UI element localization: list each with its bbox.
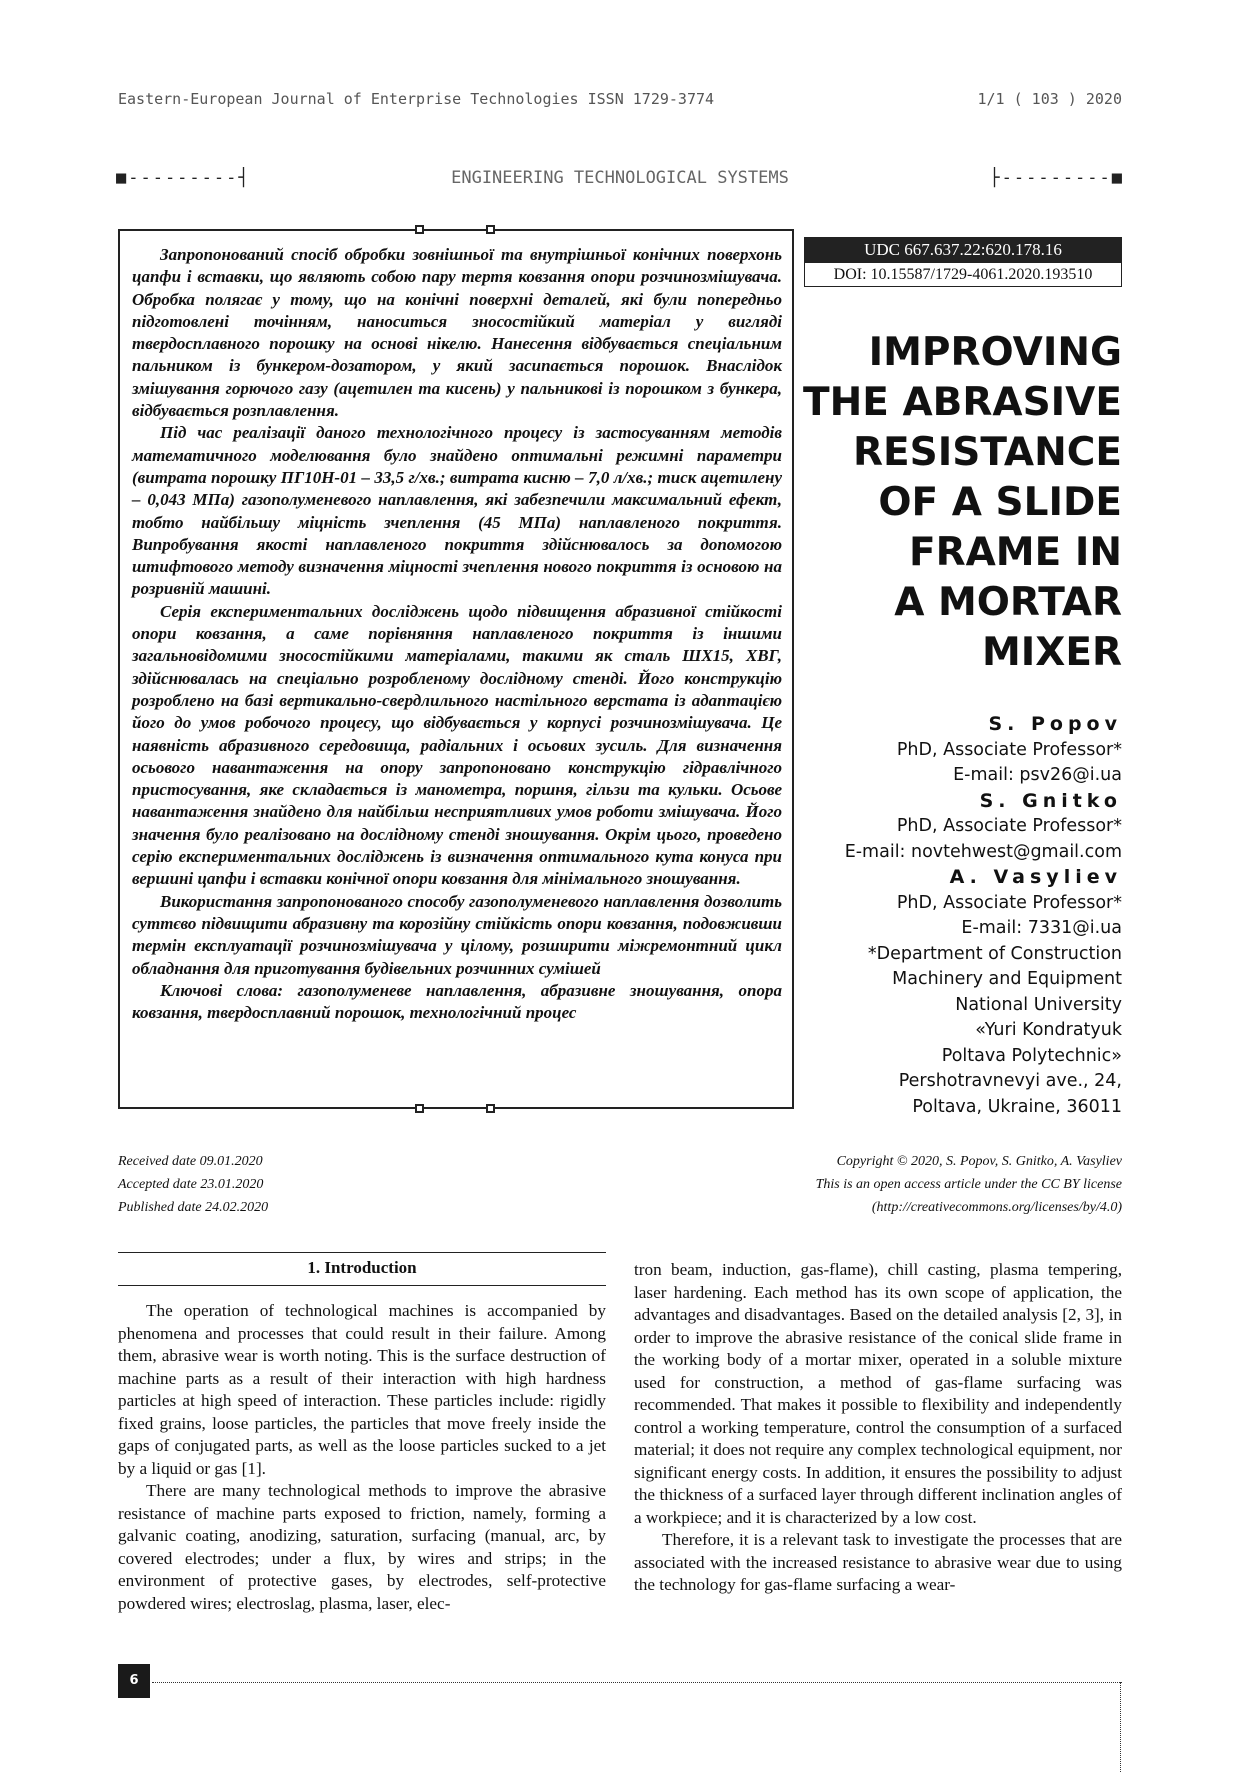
box-node bbox=[486, 1104, 495, 1113]
affiliation-line: Poltava, Ukraine, 36011 bbox=[912, 1096, 1122, 1117]
body-paragraph: tron beam, induction, gas-flame), chill casting, plasma tempering, laser hardening. Each method has its own scope of application, the advantages and disadvantages. Based on the detailed analysis [2, 3], in order to improve the abrasive resistance of the conical slide frame in the working body of a mortar mixer, operated in a soluble mixture used for construction, a method of gas-flame surfacing was recommended. That makes it possible to flexibility and independently control a working temperature, control the consumption of a surfaced material; it does not require any complex technological equipment, nor significant energy costs. In addition, it ensures the possibility to adjust the thickness of a surfaced layer through different inclination angles of a workpiece; and it is characterized by a low cost. bbox=[634, 1260, 1122, 1527]
body-paragraph: Therefore, it is a relevant task to investigate the processes that are associated with the increased resistance to abrasive wear due to using the technology for gas-flame surfacing a wear- bbox=[634, 1530, 1122, 1594]
abstract-paragraph: Запропонований спосіб обробки зовнішньої та внутрішньої конічних поверхонь цапфи і вставки, що являють собою пару тертя ковзання опори розчинозмішувача. Обробка полягає у тому, що на конічні поверхні деталей, які були попередньо підготовлені точінням, наноситься зносостійкий матеріал у вигляді твердосплавного порошку на основі нікелю. Нанесення відбувається спеціальним пальником із бункером-дозатором, у який засипається порошок. Внаслідок змішування горючого газу (ацетилен та кисень) у пальникові із порошком з бункера, відбувається розплавлення. bbox=[132, 245, 782, 421]
footer-dotted-rule bbox=[152, 1682, 1122, 1683]
affiliation-line: Pershotravnevyi ave., 24, bbox=[898, 1071, 1122, 1091]
udc-label: UDC 667.637.22:620.178.16 bbox=[804, 237, 1122, 262]
left-dash-ornament: ■---------┤ bbox=[116, 168, 251, 188]
published-date: Published date 24.02.2020 bbox=[118, 1200, 269, 1215]
section-rule bbox=[118, 1285, 606, 1286]
author-role: PhD, Associate Professor* bbox=[896, 892, 1122, 913]
author-name: A. Vasyliev bbox=[949, 866, 1122, 888]
body-paragraph: The operation of technological machines is accompanied by phenomena and processes that could result in their failure. Among them, abrasive wear is worth noting. This is the surface destruction of machine parts as a result of their interaction with high hardness particles at high speed of interaction. These particles include: rigidly fixed grains, loose particles, the particles that move freely inside the gaps of conjugated parts, as well as the loose particles sucked to a jet by a liquid or gas [1]. bbox=[118, 1301, 606, 1478]
keywords: Ключові слова: газополуменеве наплавлення, абразивне зношування, опора ковзання, твердосплавний порошок, технологічний процес bbox=[132, 980, 782, 1023]
article-title bbox=[762, 328, 1122, 678]
abstract-paragraph: Використання запропонованого способу газополуменевого наплавлення дозволить суттєво підвищити абразивну та корозійну стійкість опори ковзання, подовживши термін експлуатації розчинозмішувача у цілому, розширити міжремонтний цикл обладнання для приготування будівельних розчинних сумішей bbox=[132, 891, 782, 978]
author-email[interactable]: E-mail: novtehwest@gmail.com bbox=[844, 841, 1122, 862]
abstract-text bbox=[132, 244, 782, 1024]
license-line: This is an open access article under the CC BY license bbox=[815, 1177, 1122, 1192]
affiliation-line: Poltava Polytechnic» bbox=[941, 1045, 1122, 1066]
author-role: PhD, Associate Professor* bbox=[896, 739, 1122, 760]
page-number: 6 bbox=[118, 1664, 150, 1698]
body-paragraph: There are many technological methods to improve the abrasive resistance of machine parts exposed to friction, namely, forming a galvanic coating, anodizing, saturation, surfacing (manual, arc, by covered electrodes; under a flux, by wires and strips; in the environment of protective gases, by electrodes, self-protective powdered wires; electroslag, plasma, laser, elec- bbox=[118, 1481, 606, 1613]
author-email[interactable]: E-mail: 7331@i.ua bbox=[961, 918, 1122, 938]
copyright-block bbox=[702, 1150, 1122, 1219]
abstract-paragraph: Під час реалізації даного технологічного процесу із застосуванням методів математичного моделювання було знайдено оптимальні режимні параметри (витрата порошку ПГ10Н-01 – 33,5 г/хв.; витрата кисню – 7,0 л/хв.; тиск ацетилену – 0,043 МПа) газополуменевого наплавлення, які забезпечили максимальний ефект, тобто найбільшу міцність зчеплення (45 МПа) наплавленого покриття. Випробування якості наплавленого покриття здійснювалось за допомогою штифтового методу визначення міцності зчеплення нового покриття із основою на розривній машині. bbox=[132, 423, 782, 599]
box-node bbox=[415, 225, 424, 234]
doi-link[interactable]: DOI: 10.15587/1729-4061.2020.193510 bbox=[804, 262, 1122, 287]
accepted-date: Accepted date 23.01.2020 bbox=[118, 1177, 264, 1192]
section-heading: 1. Introduction bbox=[307, 1258, 417, 1277]
title-line: THE ABRASIVE bbox=[802, 380, 1122, 425]
affiliation-line: *Department of Construction bbox=[867, 943, 1122, 964]
author-name: S. Popov bbox=[988, 713, 1122, 735]
license-link[interactable]: (http://creativecommons.org/licenses/by/4.0) bbox=[871, 1200, 1122, 1215]
title-line: IMPROVING bbox=[868, 330, 1122, 375]
journal-header: Eastern-European Journal of Enterprise Technologies ISSN 1729-3774 bbox=[118, 90, 715, 108]
right-dash-ornament: ├---------■ bbox=[989, 168, 1124, 188]
body-column-left bbox=[118, 1300, 606, 1615]
body-column-right bbox=[634, 1259, 1122, 1597]
footer-dotted-rule-vertical bbox=[1120, 1682, 1121, 1772]
section-title: ENGINEERING TECHNOLOGICAL SYSTEMS bbox=[451, 168, 789, 188]
copyright-line: Copyright © 2020, S. Popov, S. Gnitko, A. Vasyliev bbox=[836, 1154, 1122, 1169]
author-email[interactable]: E-mail: psv26@i.ua bbox=[953, 765, 1122, 785]
title-line: MIXER bbox=[981, 630, 1122, 675]
box-node bbox=[415, 1104, 424, 1113]
issue-number: 1/1 ( 103 ) 2020 bbox=[977, 90, 1122, 108]
affiliation-line: Machinery and Equipment bbox=[892, 969, 1122, 989]
abstract-paragraph: Серія експериментальних досліджень щодо підвищення абразивної стійкості опори ковзання, а саме порівняння наплавленого покриття із іншими загальновідомими зносостійкими матеріалами, такими як сталь ШХ15, ХВГ, здійснювалась на спеціально розробленому дослідному стенді. Його конструкцію розроблено на базі вертикально-свердлильного настільного верстата із адаптацією його до умов робочого процесу, що відбувається у корпусі розчинозмішувача. Це наявність абразивного середовища, радіальних і осьових зусиль. Для визначення осьового навантаження на опору запропоновано конструкцію гідравлічного пристосування, яке складається із манометра, поршня, гільзи та кульки. Осьове навантаження знайдено для найбільш несприятливих умов роботи змішувача. Його значення було реалізовано на дослідному стенді зношування. Окрім цього, проведено серію експериментальних досліджень із визначення оптимального кута конуса при вершині цапфи і вставки конічної опори ковзання для мінімального зношування. bbox=[132, 601, 782, 889]
affiliation-line: National University bbox=[955, 994, 1122, 1015]
title-line: A MORTAR bbox=[894, 580, 1122, 625]
article-dates bbox=[118, 1150, 268, 1219]
title-line: FRAME IN bbox=[908, 530, 1122, 575]
title-line: RESISTANCE bbox=[852, 430, 1122, 475]
author-name: S. Gnitko bbox=[979, 789, 1122, 812]
authors-block bbox=[762, 712, 1122, 1120]
affiliation-line: «Yuri Kondratyuk bbox=[975, 1020, 1122, 1040]
author-role: PhD, Associate Professor* bbox=[896, 816, 1122, 836]
title-line: OF A SLIDE bbox=[878, 480, 1122, 525]
box-node bbox=[486, 225, 495, 234]
section-rule bbox=[118, 1252, 606, 1253]
received-date: Received date 09.01.2020 bbox=[118, 1154, 263, 1169]
